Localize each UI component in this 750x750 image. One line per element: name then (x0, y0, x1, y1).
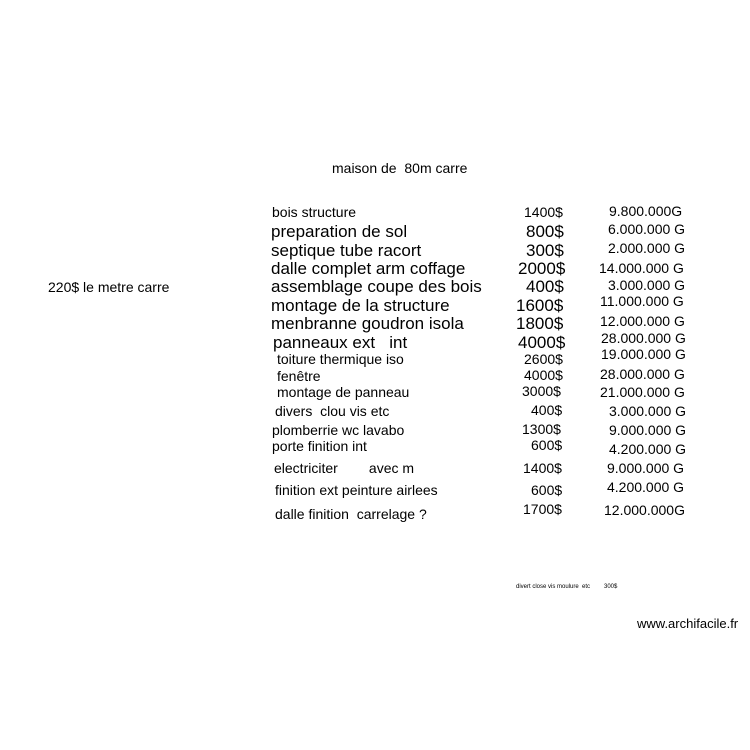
item-total: 21.000.000 G (600, 384, 685, 400)
item-label: dalle finition carrelage ? (275, 506, 427, 522)
item-total: 3.000.000 G (609, 403, 687, 419)
item-label: finition ext peinture airlees (275, 482, 438, 498)
item-label: preparation de sol (271, 222, 408, 241)
item-price: 600$ (531, 437, 563, 453)
item-total: 6.000.000 G (608, 221, 686, 237)
rate-note: 220$ le metre carre (48, 279, 170, 295)
item-label: plomberrie wc lavabo (272, 422, 405, 438)
item-price: 1300$ (522, 421, 561, 437)
item-label: menbranne goudron isola (271, 314, 464, 333)
item-label: septique tube racort (271, 241, 422, 260)
item-label: dalle complet arm coffage (271, 259, 466, 278)
item-price: 1800$ (516, 314, 564, 333)
item-label: toiture thermique iso (277, 351, 404, 367)
item-label: porte finition int (272, 438, 367, 454)
item-total: 12.000.000 G (600, 313, 685, 329)
item-label: bois structure (272, 204, 357, 220)
item-total: 9.000.000 G (607, 460, 685, 476)
item-price: 3000$ (522, 383, 561, 399)
item-price: 1600$ (516, 296, 564, 315)
item-price: 2600$ (524, 351, 563, 367)
item-label: fenêtre (277, 368, 321, 384)
item-label: electriciter avec m (274, 460, 415, 476)
item-price: 4000$ (524, 367, 563, 383)
item-total: 9.000.000 G (609, 422, 687, 438)
item-total: 2.000.000 G (608, 240, 686, 256)
item-price: 300$ (526, 241, 564, 260)
item-price: 2000$ (518, 259, 566, 278)
item-total: 14.000.000 G (599, 260, 684, 276)
item-price: 4000$ (518, 333, 566, 352)
item-total: 4.200.000 G (607, 479, 685, 495)
item-label: panneaux ext int (273, 333, 408, 352)
watermark-link[interactable]: www.archifacile.fr (637, 616, 739, 631)
item-price: 400$ (526, 277, 564, 296)
item-label: montage de la structure (271, 296, 450, 315)
item-price: 400$ (531, 402, 563, 418)
item-label: montage de panneau (277, 384, 410, 400)
item-label: divers clou vis etc (275, 403, 390, 419)
item-total: 9.800.000G (609, 203, 683, 219)
item-price: 800$ (526, 222, 564, 241)
item-total: 28.000.000 G (600, 366, 685, 382)
item-price: 600$ (531, 482, 563, 498)
item-price: 1400$ (524, 204, 563, 220)
item-label: assemblage coupe des bois (271, 277, 482, 296)
item-total: 11.000.000 G (600, 293, 684, 309)
item-price: 1400$ (523, 460, 562, 476)
plan-title: maison de 80m carre (332, 160, 468, 176)
footnote-amount: 300$ (604, 584, 618, 590)
item-price: 1700$ (523, 501, 562, 517)
item-total: 28.000.000 G (601, 330, 686, 346)
item-total: 19.000.000 G (601, 346, 686, 362)
item-total: 4.200.000 G (609, 441, 687, 457)
item-total: 3.000.000 G (608, 277, 686, 293)
footnote-label: divert close vis moulure etc (516, 584, 591, 590)
item-total: 12.000.000G (604, 502, 685, 518)
